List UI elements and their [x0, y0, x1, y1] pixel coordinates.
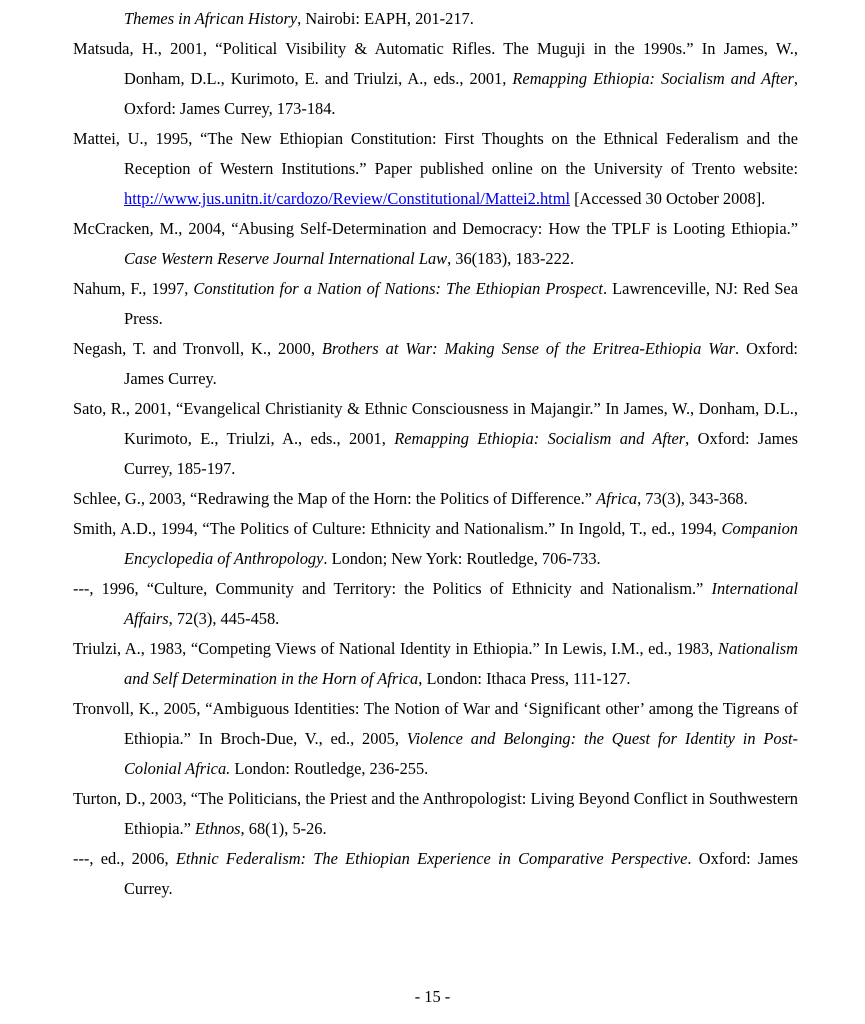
reference-text: Mattei, U., 1995, “The New Ethiopian Constitution: First Thoughts on the Ethnical Federalism and the Reception of Western Institutions.” Paper published online on the University of Trento website:: [73, 129, 798, 178]
reference-entry: [73, 634, 798, 694]
reference-entry: [73, 34, 798, 124]
reference-entry: [73, 334, 798, 394]
reference-entry: [73, 784, 798, 844]
reference-entry: [73, 214, 798, 274]
reference-title: Remapping Ethiopia: Socialism and After: [394, 429, 686, 448]
reference-text: Tronvoll, K., 2005, “Ambiguous Identities: The Notion of War and ‘Significant other’ among the Tigreans of Ethiopia.” In Broch-Due, V., ed., 2005,: [73, 699, 798, 748]
reference-text: , 68(1), 5-26.: [240, 819, 327, 838]
reference-text: , Oxford: James Currey, 185-197.: [124, 429, 798, 478]
reference-text: McCracken, M., 2004, “Abusing Self-Determination and Democracy: How the TPLF is Looting Ethiopia.”: [73, 219, 798, 238]
reference-text: . London; New York: Routledge, 706-733.: [323, 549, 601, 568]
reference-text: . Lawrenceville, NJ: Red Sea Press.: [124, 279, 798, 328]
reference-entry: [73, 514, 798, 574]
reference-text: London: Routledge, 236-255.: [230, 759, 429, 778]
reference-title: Themes in African History: [124, 9, 298, 28]
reference-title: Constitution for a Nation of Nations: The Ethiopian Prospect: [193, 279, 603, 298]
reference-title: Remapping Ethiopia: Socialism and After: [512, 69, 794, 88]
reference-text: ---, 1996, “Culture, Community and Territory: the Politics of Ethnicity and Nationalism.”: [73, 579, 712, 598]
reference-text: , 36(183), 183-222.: [447, 249, 575, 268]
reference-entry: [73, 484, 798, 514]
reference-text: Sato, R., 2001, “Evangelical Christianity & Ethnic Consciousness in Majangir.” In James, W., Donham, D.L., Kurimoto, E., Triulzi, A., eds., 2001,: [73, 399, 798, 448]
reference-link[interactable]: http://www.jus.unitn.it/cardozo/Review/Constitutional/Mattei2.html: [124, 189, 570, 208]
reference-title: Companion Encyclopedia of Anthropology: [124, 519, 798, 568]
reference-text: , 73(3), 343-368.: [637, 489, 748, 508]
reference-text: , Oxford: James Currey, 173-184.: [124, 69, 798, 118]
reference-list: [73, 4, 798, 904]
reference-entry: [73, 274, 798, 334]
page-number: - 15 -: [414, 987, 451, 1006]
reference-text: Smith, A.D., 1994, “The Politics of Culture: Ethnicity and Nationalism.” In Ingold, T., ed., 1994,: [73, 519, 722, 538]
reference-text: Triulzi, A., 1983, “Competing Views of National Identity in Ethiopia.” In Lewis, I.M., ed., 1983,: [73, 639, 718, 658]
reference-text: Schlee, G., 2003, “Redrawing the Map of the Horn: the Politics of Difference.”: [73, 489, 597, 508]
reference-text: Negash, T. and Tronvoll, K., 2000,: [73, 339, 322, 358]
reference-text: Matsuda, H., 2001, “Political Visibility & Automatic Rifles. The Muguji in the 1990s.” In James, W., Donham, D.L., Kurimoto, E. and Triulzi, A., eds., 2001,: [73, 39, 798, 88]
reference-text: . Oxford: James Currey.: [124, 849, 799, 898]
reference-text: Nahum, F., 1997,: [73, 279, 194, 298]
reference-text: . Oxford: James Currey.: [124, 339, 798, 388]
reference-text: [Accessed 30 October 2008].: [570, 189, 766, 208]
reference-text: , London: Ithaca Press, 111-127.: [418, 669, 631, 688]
reference-entry: [73, 694, 798, 784]
reference-title: Africa: [596, 489, 638, 508]
reference-title: Case Western Reserve Journal International Law: [124, 249, 448, 268]
reference-title: Brothers at War: Making Sense of the Eritrea-Ethiopia War: [321, 339, 736, 358]
reference-title: International Affairs: [124, 579, 798, 628]
reference-title: Ethnos: [195, 819, 241, 838]
reference-text: Turton, D., 2003, “The Politicians, the Priest and the Anthropologist: Living Beyond Conflict in Southwestern Ethiopia.”: [73, 789, 798, 838]
reference-entry: [73, 844, 798, 904]
reference-text: , Nairobi: EAPH, 201-217.: [297, 9, 474, 28]
reference-text: ---, ed., 2006,: [73, 849, 176, 868]
reference-entry: [73, 574, 798, 634]
reference-entry: [73, 124, 798, 214]
reference-title: Ethnic Federalism: The Ethiopian Experience in Comparative Perspective: [175, 849, 688, 868]
reference-title: Nationalism and Self Determination in the Horn of Africa: [124, 639, 798, 688]
reference-title: Violence and Belonging: the Quest for Identity in Post-Colonial Africa.: [124, 729, 798, 778]
reference-text: , 72(3), 445-458.: [168, 609, 280, 628]
reference-entry-continued: [73, 4, 798, 34]
reference-entry: [73, 394, 798, 484]
